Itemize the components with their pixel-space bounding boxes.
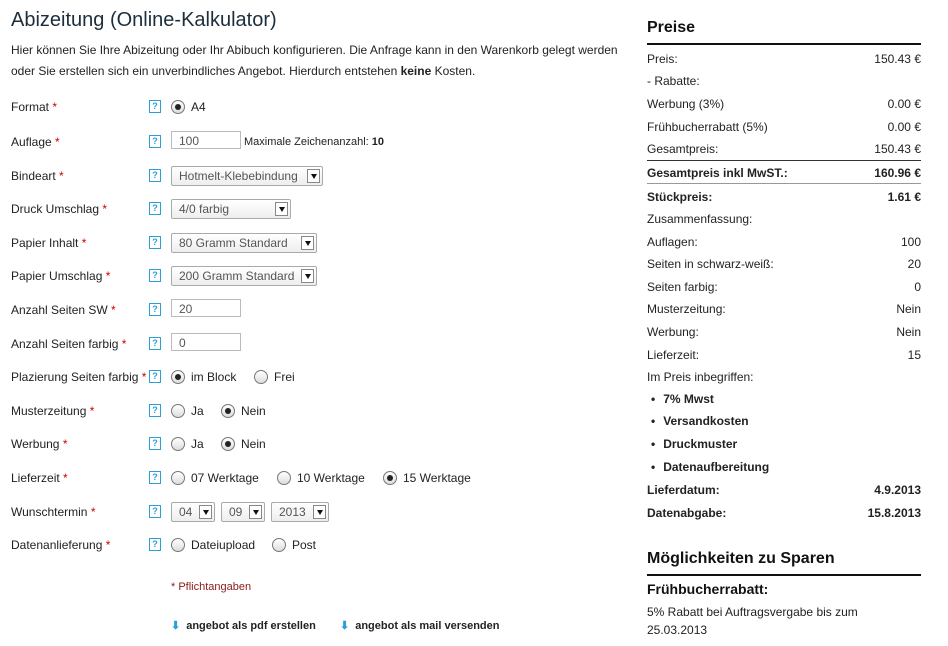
help-icon[interactable]: ?: [149, 135, 161, 148]
datenanlieferung-label: Datenanlieferung *: [11, 538, 111, 552]
help-icon[interactable]: ?: [149, 404, 161, 417]
help-icon[interactable]: ?: [149, 538, 161, 551]
zusammenfassung-row: Zusammenfassung:: [647, 212, 753, 226]
chevron-down-icon[interactable]: [249, 505, 262, 519]
lieferzeit-radio-10[interactable]: 10 Werktage: [277, 471, 365, 486]
chevron-down-icon[interactable]: [301, 269, 314, 283]
help-icon[interactable]: ?: [149, 505, 161, 518]
help-icon[interactable]: ?: [149, 169, 161, 182]
papier-umschlag-label: Papier Umschlag *: [11, 269, 111, 283]
radio-icon[interactable]: [171, 404, 185, 418]
druck-umschlag-row: [0, 197, 630, 221]
bindeart-label: Bindeart *: [11, 169, 64, 183]
help-icon[interactable]: ?: [149, 100, 161, 113]
radio-icon[interactable]: [221, 437, 235, 451]
wunschtermin-year-select[interactable]: 2013: [271, 502, 329, 522]
format-row: [0, 95, 630, 119]
wunschtermin-label: Wunschtermin *: [11, 505, 96, 519]
help-icon[interactable]: ?: [149, 202, 161, 215]
help-icon[interactable]: ?: [149, 269, 161, 282]
radio-icon[interactable]: [383, 471, 397, 485]
help-icon[interactable]: ?: [149, 471, 161, 484]
datenanlieferung-radio-post[interactable]: Post: [272, 538, 316, 553]
list-item: • 7% Mwst: [651, 392, 714, 406]
fruehbucher-discount-row: Frühbucherrabatt (5%) 0.00 €: [647, 120, 921, 134]
werbung-discount-row: Werbung (3%) 0.00 €: [647, 97, 921, 111]
summary-werbung: Werbung: Nein: [647, 325, 921, 339]
auflage-label: Auflage *: [11, 135, 60, 149]
divider: [647, 183, 921, 184]
radio-icon[interactable]: [171, 538, 185, 552]
price-row: Preis: 150.43 €: [647, 52, 921, 66]
plazierung-label: Plazierung Seiten farbig *: [11, 370, 147, 384]
radio-icon[interactable]: [277, 471, 291, 485]
page-title: Abizeitung (Online-Kalkulator): [11, 9, 277, 31]
werbung-radio-nein[interactable]: Nein: [221, 437, 266, 452]
sparen-heading: Möglichkeiten zu Sparen: [647, 550, 921, 576]
chevron-down-icon[interactable]: [313, 505, 326, 519]
seiten-farbig-label: Anzahl Seiten farbig *: [11, 337, 127, 351]
help-icon[interactable]: ?: [149, 370, 161, 383]
gesamtpreis-row: Gesamtpreis: 150.43 €: [647, 142, 921, 156]
radio-icon[interactable]: [221, 404, 235, 418]
radio-icon[interactable]: [171, 100, 185, 114]
druck-umschlag-select[interactable]: 4/0 farbig: [171, 199, 291, 219]
datenabgabe-row: Datenabgabe: 15.8.2013: [647, 506, 921, 520]
download-icon: ⬇: [340, 620, 350, 632]
lieferzeit-label: Lieferzeit *: [11, 471, 68, 485]
auflage-input[interactable]: 100: [171, 131, 241, 149]
list-item: • Druckmuster: [651, 437, 737, 451]
auflage-row: [0, 130, 630, 154]
summary-seiten-sw: Seiten in schwarz-weiß: 20: [647, 257, 921, 271]
chevron-down-icon[interactable]: [307, 169, 320, 183]
papier-inhalt-select[interactable]: 80 Gramm Standard: [171, 233, 317, 253]
datenanlieferung-radio-upload[interactable]: Dateiupload: [171, 538, 255, 553]
druck-umschlag-label: Druck Umschlag *: [11, 202, 108, 216]
mail-offer-link[interactable]: ⬇ angebot als mail versenden: [340, 620, 500, 632]
fruehbucher-subheading: Frühbucherrabatt:: [647, 581, 769, 597]
musterzeitung-row: [0, 399, 630, 423]
werbung-radio-ja[interactable]: Ja: [171, 437, 204, 452]
summary-auflagen: Auflagen: 100: [647, 235, 921, 249]
stueckpreis-row: Stückpreis: 1.61 €: [647, 190, 921, 204]
seiten-sw-label: Anzahl Seiten SW *: [11, 303, 116, 317]
musterzeitung-label: Musterzeitung *: [11, 404, 95, 418]
papier-inhalt-label: Papier Inhalt *: [11, 236, 87, 250]
datenanlieferung-row: [0, 533, 630, 557]
radio-icon[interactable]: [171, 471, 185, 485]
werbung-label: Werbung *: [11, 437, 68, 451]
help-icon[interactable]: ?: [149, 303, 161, 316]
summary-lieferzeit: Lieferzeit: 15: [647, 348, 921, 362]
pdf-offer-link[interactable]: ⬇ angebot als pdf erstellen: [171, 620, 316, 632]
summary-musterzeitung: Musterzeitung: Nein: [647, 302, 921, 316]
help-icon[interactable]: ?: [149, 236, 161, 249]
list-item: • Datenaufbereitung: [651, 460, 769, 474]
lieferzeit-radio-15[interactable]: 15 Werktage: [383, 471, 471, 486]
required-note: * Pflichtangaben: [171, 581, 252, 593]
download-icon: ⬇: [171, 620, 181, 632]
lieferdatum-row: Lieferdatum: 4.9.2013: [647, 483, 921, 497]
plazierung-radio-block[interactable]: im Block: [171, 370, 236, 385]
divider: [647, 160, 921, 161]
plazierung-radio-frei[interactable]: Frei: [254, 370, 295, 385]
bindeart-row: [0, 164, 630, 188]
format-label: Format *: [11, 100, 58, 114]
musterzeitung-radio-nein[interactable]: Nein: [221, 404, 266, 419]
wunschtermin-day-select[interactable]: 04: [171, 502, 215, 522]
lieferzeit-row: [0, 466, 630, 490]
summary-seiten-farbig: Seiten farbig: 0: [647, 280, 921, 294]
gesamtpreis-mwst-row: Gesamtpreis inkl MwST.: 160.96 €: [647, 166, 921, 180]
plazierung-row: [0, 365, 630, 389]
chevron-down-icon[interactable]: [301, 236, 314, 250]
radio-icon[interactable]: [171, 437, 185, 451]
rabatte-row: - Rabatte:: [647, 74, 700, 88]
fruehbucher-text: 5% Rabatt bei Auftragsvergabe bis zum 25.03.2013: [647, 605, 858, 637]
papier-umschlag-row: [0, 264, 630, 288]
bindeart-select[interactable]: Hotmelt-Klebebindung: [171, 166, 323, 186]
wunschtermin-row: [0, 500, 630, 524]
inbegriffen-heading: Im Preis inbegriffen:: [647, 370, 754, 384]
list-item: • Versandkosten: [651, 414, 749, 428]
format-radio-a4[interactable]: A4: [171, 100, 206, 115]
radio-icon[interactable]: [272, 538, 286, 552]
seiten-farbig-row: [0, 332, 630, 356]
auflage-hint: Maximale Zeichenanzahl: 10: [244, 136, 385, 148]
chevron-down-icon[interactable]: [275, 202, 288, 216]
wunschtermin-month-select[interactable]: 09: [221, 502, 265, 522]
radio-icon[interactable]: [171, 370, 185, 384]
papier-umschlag-select[interactable]: 200 Gramm Standard: [171, 266, 317, 286]
seiten-sw-row: [0, 298, 630, 322]
chevron-down-icon[interactable]: [199, 505, 212, 519]
radio-icon[interactable]: [254, 370, 268, 384]
papier-inhalt-row: [0, 231, 630, 255]
seiten-farbig-input[interactable]: 0: [171, 333, 241, 351]
lieferzeit-radio-07[interactable]: 07 Werktage: [171, 471, 259, 486]
preise-heading: Preise: [647, 19, 921, 45]
help-icon[interactable]: ?: [149, 437, 161, 450]
seiten-sw-input[interactable]: 20: [171, 299, 241, 317]
musterzeitung-radio-ja[interactable]: Ja: [171, 404, 204, 419]
intro-text: Hier können Sie Ihre Abizeitung oder Ihr Abibuch konfigurieren. Die Anfrage kann in den Warenkorb gelegt werden oder Sie erstellen sich ein unverbindliches Angebot. Hierdurch entstehen keine Kosten.: [11, 43, 618, 78]
werbung-row: [0, 432, 630, 456]
help-icon[interactable]: ?: [149, 337, 161, 350]
